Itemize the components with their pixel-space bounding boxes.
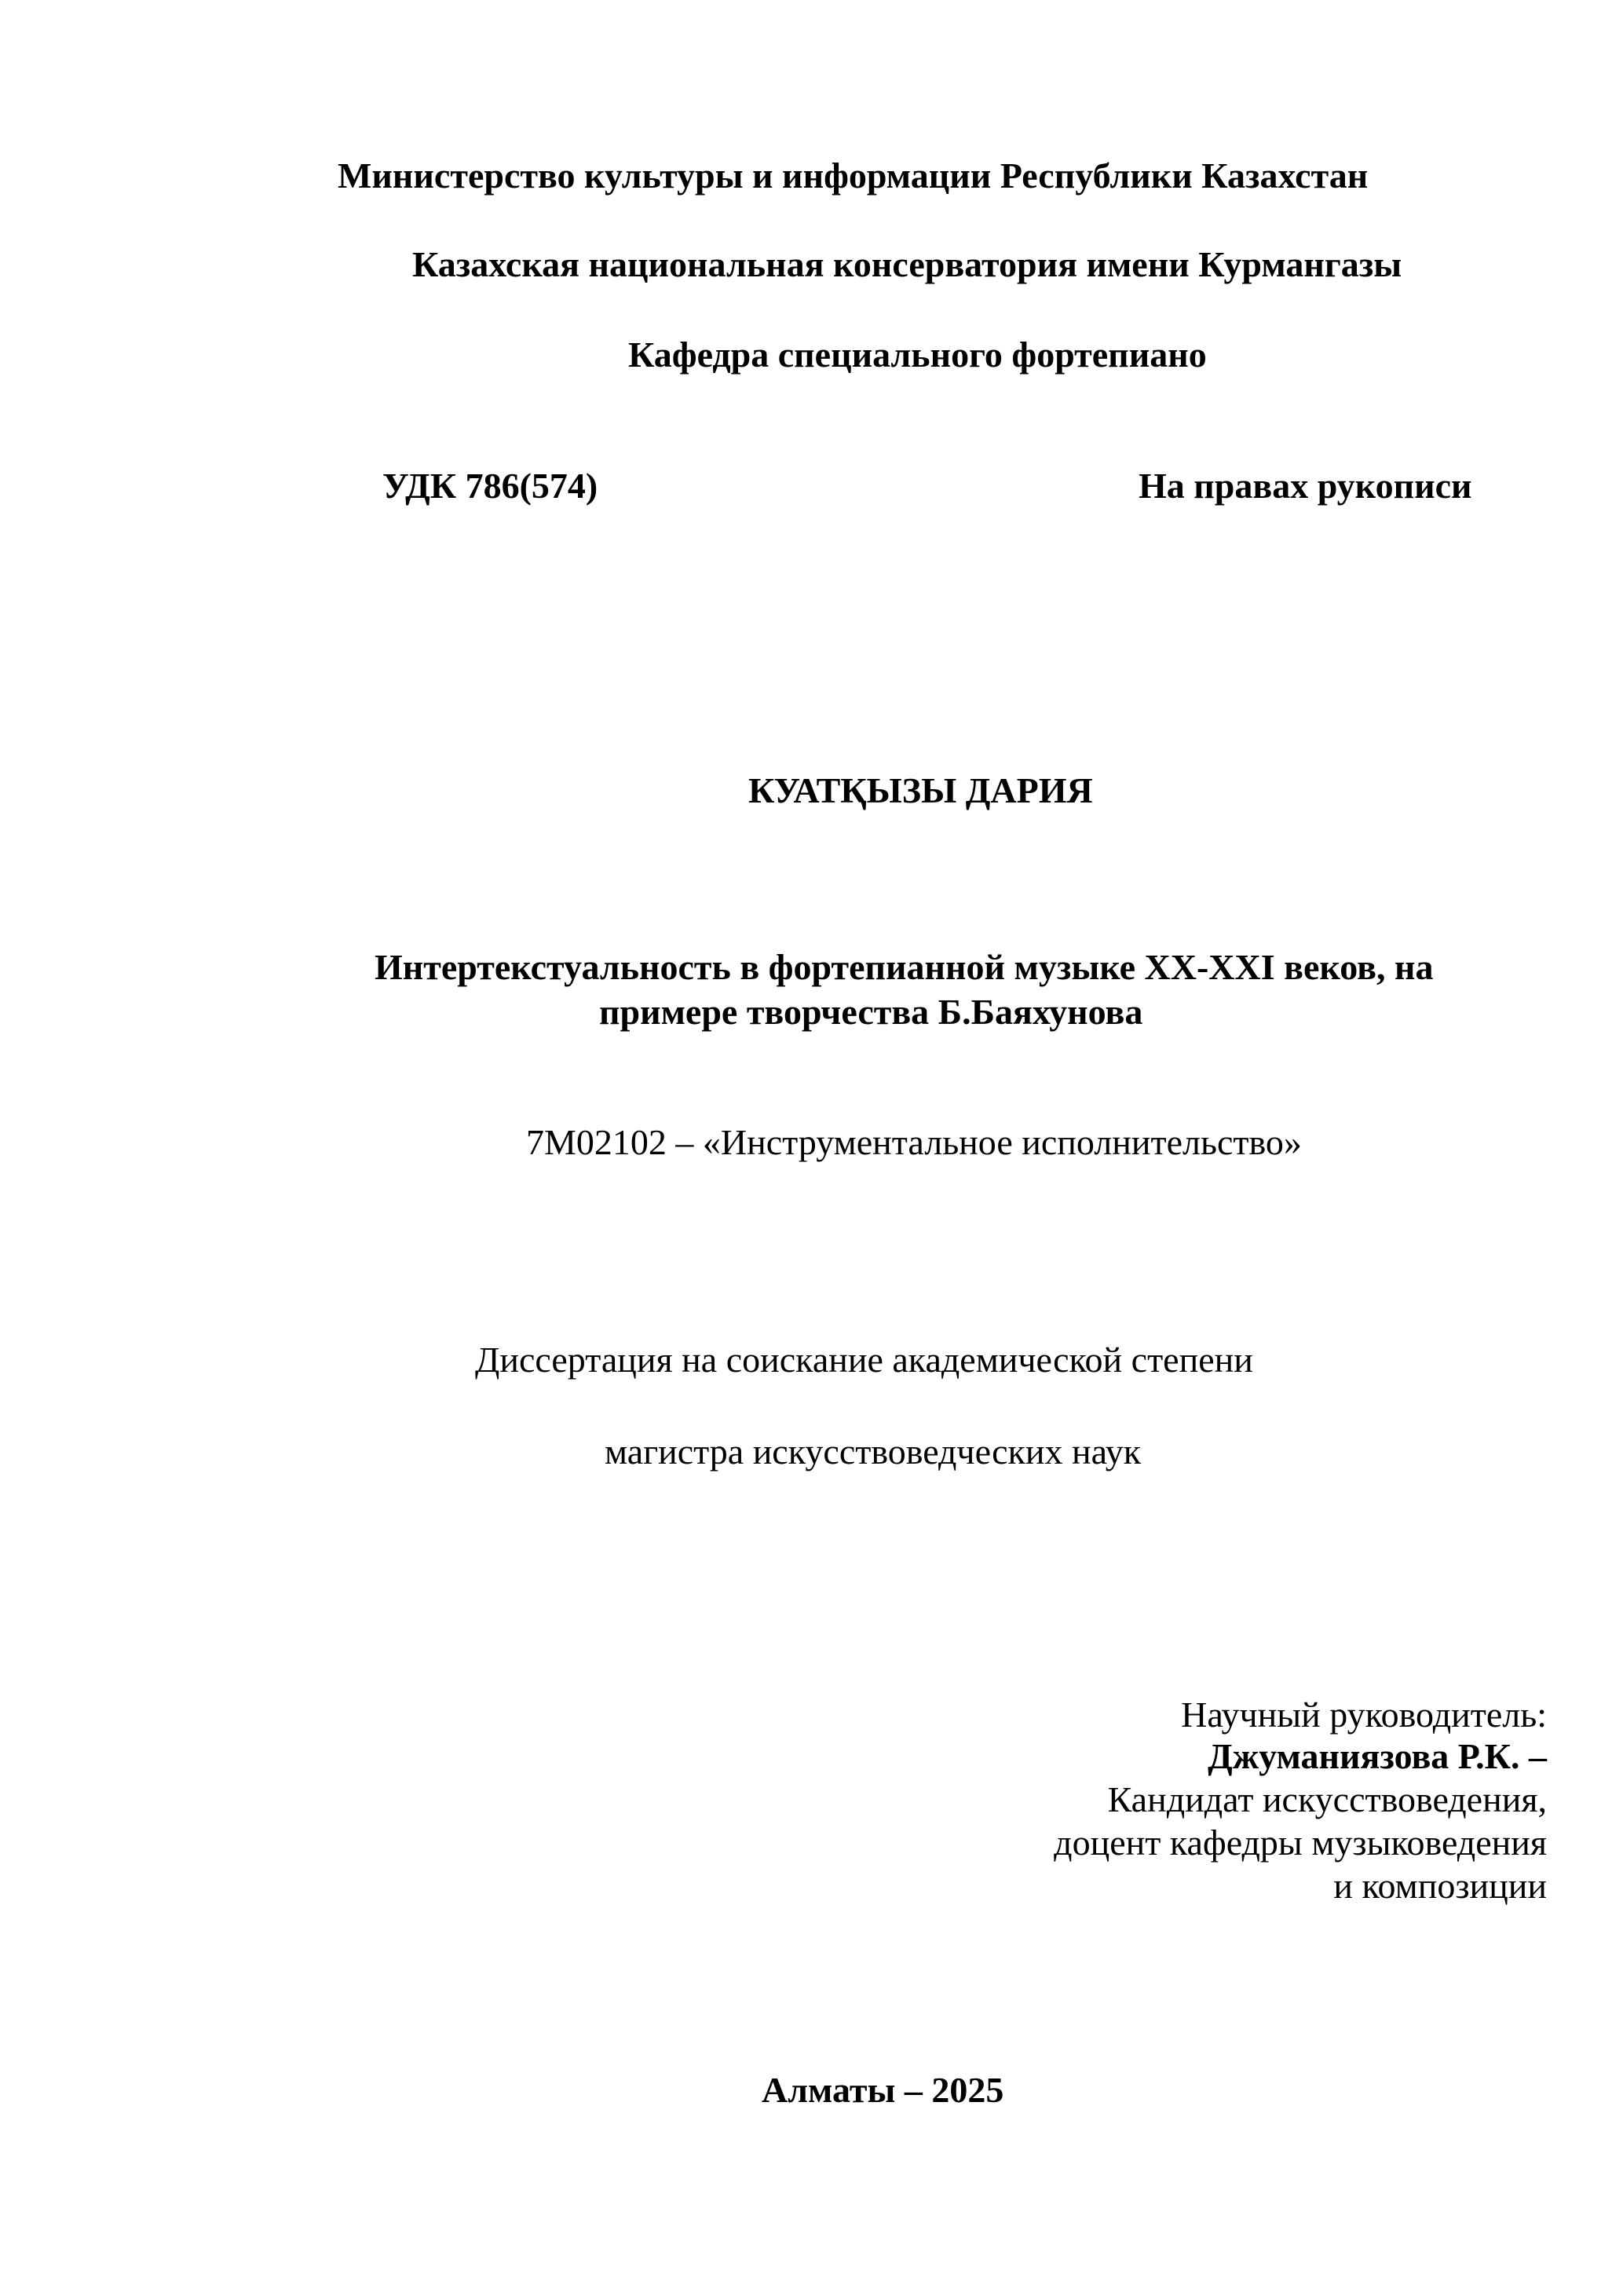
ministry-heading: Министерство культуры и информации Республики Казахстан <box>338 155 1369 196</box>
degree-statement-line-2: магистра искусствоведческих наук <box>605 1431 1142 1472</box>
manuscript-note: На правах рукописи <box>1139 466 1472 506</box>
supervisor-degree: Кандидат искусствоведения, <box>1107 1779 1547 1819</box>
author-name: КУАТҚЫЗЫ ДАРИЯ <box>748 770 1093 810</box>
thesis-title-line-1: Интертекстуальность в фортепианной музыке XX-XXI веков, на <box>375 947 1434 987</box>
department-heading: Кафедра специального фортепиано <box>628 335 1207 375</box>
supervisor-name: Джуманиязова Р.К. – <box>1208 1736 1547 1776</box>
specialty-code: 7М02102 – «Инструментальное исполнительство» <box>526 1122 1302 1162</box>
supervisor-label: Научный руководитель: <box>1181 1695 1547 1735</box>
thesis-title-line-2: примере творчества Б.Баяхунова <box>599 992 1143 1032</box>
degree-statement-line-1: Диссертация на соискание академической степени <box>475 1340 1253 1380</box>
udk-code: УДК 786(574) <box>382 466 598 506</box>
city-year: Алматы – 2025 <box>762 2070 1004 2110</box>
supervisor-position-line-2: и композиции <box>1333 1866 1547 1906</box>
supervisor-position-line-1: доцент кафедры музыковедения <box>1054 1823 1547 1863</box>
conservatory-heading: Казахская национальная консерватория имени Курмангазы <box>412 244 1402 284</box>
